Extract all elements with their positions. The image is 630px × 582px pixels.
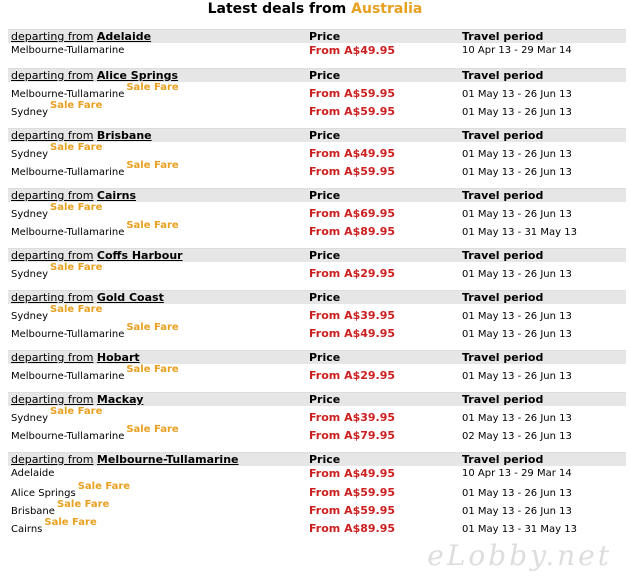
section-gap [8, 340, 626, 350]
deal-row[interactable] [8, 304, 626, 322]
section-header [8, 290, 626, 304]
deal-row[interactable] [8, 220, 626, 238]
deal-price[interactable]: From A$29.95 [309, 267, 396, 280]
travel-period: 01 May 13 - 26 Jun 13 [462, 167, 572, 178]
travel-period-header: Travel period [462, 249, 544, 262]
travel-period: 01 May 13 - 26 Jun 13 [462, 488, 572, 499]
sale-fare-badge: Sale Fare [126, 424, 179, 435]
destination-name[interactable]: Sydney [11, 209, 49, 220]
deal-row[interactable] [8, 82, 626, 100]
deal-row[interactable] [8, 424, 626, 442]
deal-price[interactable]: From A$79.95 [309, 429, 396, 442]
destination-name[interactable]: Melbourne-Tullamarine [11, 329, 125, 340]
departure-city-link[interactable]: Adelaide [96, 30, 152, 43]
deal-row[interactable] [8, 160, 626, 178]
travel-period-header: Travel period [462, 453, 544, 466]
deal-price[interactable]: From A$59.95 [309, 504, 396, 517]
destination-name[interactable]: Sydney [11, 311, 49, 322]
deal-row[interactable] [8, 499, 626, 517]
travel-period: 01 May 13 - 26 Jun 13 [462, 311, 572, 322]
page-title [0, 0, 630, 28]
price-header: Price [309, 249, 341, 262]
departing-label[interactable] [8, 393, 309, 406]
destination[interactable] [8, 202, 309, 220]
destination-name[interactable]: Sydney [11, 413, 49, 424]
section-header [8, 452, 626, 466]
departing-label[interactable] [8, 189, 309, 202]
departing-label[interactable] [8, 69, 309, 82]
departing-label[interactable] [8, 129, 309, 142]
departing-label[interactable] [8, 30, 309, 43]
deal-section [8, 452, 626, 535]
deal-row[interactable] [8, 481, 626, 499]
destination-name[interactable]: Sydney [11, 269, 49, 280]
destination-name[interactable]: Sydney [11, 107, 49, 118]
deal-row[interactable] [8, 466, 626, 481]
deal-price[interactable]: From A$59.95 [309, 486, 396, 499]
departure-city-link[interactable]: Hobart [96, 351, 140, 364]
sale-fare-badge: Sale Fare [56, 499, 110, 510]
departure-city-link[interactable]: Mackay [96, 393, 144, 406]
sale-fare-badge: Sale Fare [50, 406, 103, 417]
destination[interactable] [8, 481, 309, 499]
destination-name[interactable]: Melbourne-Tullamarine [11, 45, 125, 56]
section-gap [8, 442, 626, 452]
section-header [8, 248, 626, 262]
sale-fare-badge: Sale Fare [50, 100, 103, 111]
travel-period: 02 May 13 - 26 Jun 13 [462, 431, 572, 442]
sale-fare-badge: Sale Fare [44, 517, 97, 528]
deal-price[interactable]: From A$59.95 [309, 105, 396, 118]
destination-name[interactable]: Melbourne-Tullamarine [11, 89, 125, 100]
price-header: Price [309, 129, 341, 142]
travel-period-header: Travel period [462, 129, 544, 142]
section-header [8, 128, 626, 142]
deal-section [8, 392, 626, 452]
deal-section [8, 128, 626, 188]
section-header [8, 350, 626, 364]
travel-period: 10 Apr 13 - 29 Mar 14 [462, 45, 572, 56]
sale-fare-badge: Sale Fare [50, 142, 103, 153]
section-header [8, 392, 626, 406]
deal-row[interactable] [8, 100, 626, 118]
departing-text[interactable]: departing from [11, 129, 94, 142]
price-header: Price [309, 291, 341, 304]
departing-text[interactable]: departing from [11, 351, 94, 364]
travel-period-header: Travel period [462, 351, 544, 364]
departure-city-link[interactable]: Coffs Harbour [96, 249, 183, 262]
destination-name[interactable]: Adelaide [11, 468, 55, 479]
section-gap [8, 178, 626, 188]
deal-price[interactable]: From A$49.95 [309, 467, 396, 480]
departing-text[interactable]: departing from [11, 69, 94, 82]
deal-section [8, 29, 626, 68]
destination-name[interactable]: Sydney [11, 149, 49, 160]
destination-name[interactable]: Melbourne-Tullamarine [11, 227, 125, 238]
destination[interactable] [8, 142, 309, 160]
travel-period: 01 May 13 - 26 Jun 13 [462, 269, 572, 280]
destination[interactable] [8, 45, 309, 56]
travel-period: 01 May 13 - 26 Jun 13 [462, 413, 572, 424]
deal-row[interactable] [8, 322, 626, 340]
watermark: eLobby.net [427, 539, 612, 572]
destination[interactable] [8, 517, 309, 535]
sale-fare-badge: Sale Fare [126, 82, 179, 93]
departing-text[interactable]: departing from [11, 393, 94, 406]
sale-fare-badge: Sale Fare [50, 304, 103, 315]
sale-fare-badge: Sale Fare [77, 481, 131, 492]
destination[interactable] [8, 304, 309, 322]
sale-fare-badge: Sale Fare [50, 262, 103, 273]
travel-period-header: Travel period [462, 291, 544, 304]
departing-label[interactable] [8, 453, 309, 466]
departure-city-link[interactable]: Alice Springs [96, 69, 179, 82]
destination[interactable] [8, 262, 309, 280]
destination-name[interactable]: Brisbane [11, 506, 55, 517]
price-header: Price [309, 453, 341, 466]
deal-price[interactable]: From A$89.95 [309, 225, 396, 238]
sale-fare-badge: Sale Fare [126, 220, 179, 231]
deal-row[interactable] [8, 364, 626, 382]
deals-list [8, 29, 626, 535]
price-header: Price [309, 351, 341, 364]
deal-price[interactable]: From A$49.95 [309, 147, 396, 160]
travel-period: 01 May 13 - 31 May 13 [462, 227, 577, 238]
departing-text[interactable]: departing from [11, 249, 94, 262]
travel-period-header: Travel period [462, 393, 544, 406]
destination-name[interactable]: Alice Springs [11, 488, 76, 499]
section-header [8, 188, 626, 202]
destination[interactable] [8, 499, 309, 517]
deal-row[interactable] [8, 43, 626, 58]
travel-period-header: Travel period [462, 30, 544, 43]
travel-period: 01 May 13 - 26 Jun 13 [462, 209, 572, 220]
section-gap [8, 382, 626, 392]
deal-price[interactable]: From A$69.95 [309, 207, 396, 220]
departure-city-link[interactable]: Gold Coast [96, 291, 164, 304]
price-header: Price [309, 189, 341, 202]
deal-price[interactable]: From A$89.95 [309, 522, 396, 535]
deal-section [8, 68, 626, 128]
sale-fare-badge: Sale Fare [126, 160, 179, 171]
price-header: Price [309, 393, 341, 406]
destination-name[interactable]: Melbourne-Tullamarine [11, 371, 125, 382]
departure-city-link[interactable]: Cairns [96, 189, 136, 202]
travel-period: 01 May 13 - 26 Jun 13 [462, 329, 572, 340]
destination[interactable] [8, 322, 309, 340]
destination[interactable] [8, 220, 309, 238]
destination[interactable] [8, 364, 309, 382]
departing-label[interactable] [8, 291, 309, 304]
deal-price[interactable]: From A$49.95 [309, 44, 396, 57]
deal-price[interactable]: From A$29.95 [309, 369, 396, 382]
deal-price[interactable]: From A$59.95 [309, 165, 396, 178]
deal-row[interactable] [8, 517, 626, 535]
section-gap [8, 58, 626, 68]
section-gap [8, 118, 626, 128]
departure-city-link[interactable]: Melbourne-Tullamarine [96, 453, 239, 466]
price-header: Price [309, 69, 341, 82]
section-header [8, 29, 626, 43]
sale-fare-badge: Sale Fare [126, 364, 179, 375]
section-gap [8, 280, 626, 290]
section-header [8, 68, 626, 82]
deal-row[interactable] [8, 202, 626, 220]
sale-fare-badge: Sale Fare [126, 322, 179, 333]
departure-city-link[interactable]: Brisbane [96, 129, 152, 142]
destination-name[interactable]: Cairns [11, 524, 43, 535]
destination[interactable] [8, 100, 309, 118]
destination-name[interactable]: Melbourne-Tullamarine [11, 167, 125, 178]
travel-period: 10 Apr 13 - 29 Mar 14 [462, 468, 572, 479]
departing-text[interactable]: departing from [11, 291, 94, 304]
travel-period: 01 May 13 - 31 May 13 [462, 524, 577, 535]
deal-price[interactable]: From A$39.95 [309, 411, 396, 424]
deal-row[interactable] [8, 406, 626, 424]
destination[interactable] [8, 160, 309, 178]
destination[interactable] [8, 406, 309, 424]
destination[interactable] [8, 82, 309, 100]
departing-text[interactable]: departing from [11, 30, 94, 43]
departing-text[interactable]: departing from [11, 189, 94, 202]
travel-period: 01 May 13 - 26 Jun 13 [462, 89, 572, 100]
price-header: Price [309, 30, 341, 43]
travel-period-header: Travel period [462, 189, 544, 202]
deal-section [8, 248, 626, 290]
deal-price[interactable]: From A$49.95 [309, 327, 396, 340]
title-prefix: Latest deals from [207, 1, 347, 17]
departing-label[interactable] [8, 351, 309, 364]
deal-price[interactable]: From A$59.95 [309, 87, 396, 100]
deal-section [8, 188, 626, 248]
deal-section [8, 350, 626, 392]
deal-row[interactable] [8, 142, 626, 160]
title-country: Australia [351, 1, 423, 17]
departing-text[interactable]: departing from [11, 453, 94, 466]
deal-row[interactable] [8, 262, 626, 280]
travel-period: 01 May 13 - 26 Jun 13 [462, 506, 572, 517]
destination[interactable] [8, 424, 309, 442]
travel-period: 01 May 13 - 26 Jun 13 [462, 371, 572, 382]
destination-name[interactable]: Melbourne-Tullamarine [11, 431, 125, 442]
travel-period: 01 May 13 - 26 Jun 13 [462, 107, 572, 118]
travel-period-header: Travel period [462, 69, 544, 82]
travel-period: 01 May 13 - 26 Jun 13 [462, 149, 572, 160]
deal-section [8, 290, 626, 350]
deal-price[interactable]: From A$39.95 [309, 309, 396, 322]
destination[interactable] [8, 468, 309, 479]
departing-label[interactable] [8, 249, 309, 262]
section-gap [8, 238, 626, 248]
sale-fare-badge: Sale Fare [50, 202, 103, 213]
